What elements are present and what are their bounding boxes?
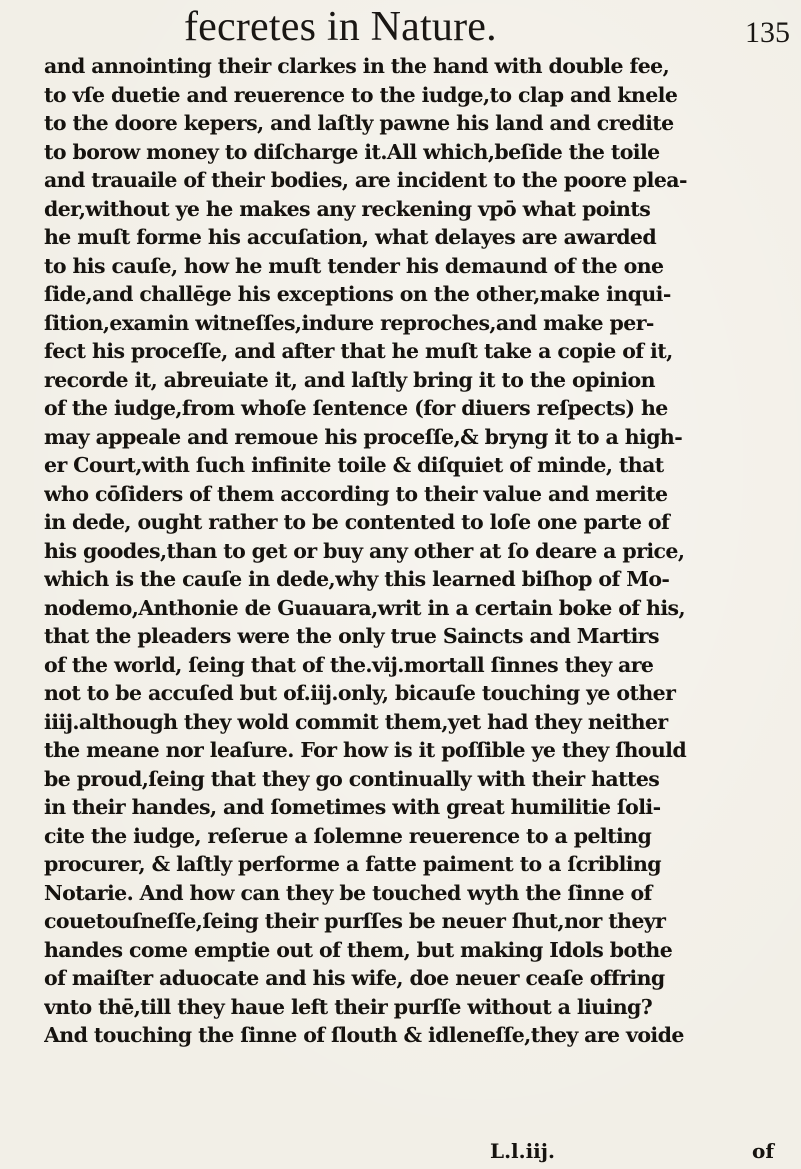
- body-text: [44, 52, 774, 1050]
- catchword: of: [752, 1139, 774, 1163]
- text-line: he muſt forme his accuſation, what delayes are awarded: [44, 225, 657, 249]
- text-line: to his cauſe, how he muſt tender his demaund of the one: [44, 253, 664, 278]
- text-line: vnto thē,till they haue left their purſſe without a liuing?: [44, 994, 653, 1019]
- text-line: to vſe duetie and reuerence to the iudge,to clap and knele: [44, 82, 678, 107]
- text-line: his goodes,than to get or buy any other at ſo deare a price,: [44, 538, 685, 563]
- text-line: and trauaile of their bodies, are incident to the poore plea-: [44, 168, 687, 192]
- text-line: of the iudge,from whoſe ſentence (for diuers reſpects) he: [44, 396, 668, 420]
- text-line: that the pleaders were the only true Saincts and Martirs: [44, 624, 659, 648]
- page-number: 135: [745, 16, 790, 49]
- page-footer: [44, 1137, 774, 1165]
- text-line: cite the iudge, reſerue a ſolemne reuerence to a pelting: [44, 823, 652, 848]
- text-line: which is the cauſe in dede,why this learned biſhop of Mo-: [44, 567, 670, 591]
- text-line: and annointing their clarkes in the hand with double fee,: [44, 54, 670, 78]
- text-line: of maiſter aduocate and his wife, doe neuer ceaſe offring: [44, 966, 665, 990]
- text-line: nodemo,Anthonie de Guauara,writ in a certain boke of his,: [44, 595, 685, 620]
- text-line: couetouſneſſe,ſeing their purſſes be neuer ſhut,nor theyr: [44, 909, 666, 933]
- text-line: in dede, ought rather to be contented to loſe one parte of: [44, 510, 670, 534]
- text-line: not to be accuſed but of.iij.only, bicauſe touching ye other: [44, 681, 676, 705]
- running-title: fecretes in Nature.: [184, 4, 497, 50]
- text-line: ſide,and challēge his exceptions on the other,make inqui-: [44, 282, 671, 306]
- text-line: the meane nor leaſure. For how is it poſſible ye they ſhould: [44, 738, 687, 762]
- text-line: fect his proceſſe, and after that he muſt take a copie of it,: [44, 339, 673, 363]
- running-head: [0, 4, 801, 50]
- text-line: And touching the ſinne of ſlouth & idleneſſe,they are voide: [44, 1023, 684, 1047]
- text-line: iiij.although they wold commit them,yet had they neither: [44, 709, 668, 734]
- text-line: der,without ye he makes any reckening vpō what points: [44, 196, 651, 221]
- text-line: handes come emptie out of them, but making Idols bothe: [44, 937, 673, 962]
- text-line: er Court,with ſuch infinite toile & diſquiet of minde, that: [44, 453, 664, 477]
- text-line: ſition,examin witneſſes,indure reproches,and make per-: [44, 310, 654, 335]
- text-line: Notarie. And how can they be touched wyth the ſinne of: [44, 880, 652, 905]
- text-line: in their handes, and ſometimes with great humilitie ſoli-: [44, 795, 661, 819]
- text-line: may appeale and remoue his proceſſe,& bryng it to a high-: [44, 424, 683, 449]
- text-line: to the doore kepers, and laſtly pawne his land and credite: [44, 111, 674, 135]
- text-line: who cōſiders of them according to their value and merite: [44, 481, 668, 506]
- text-line: of the world, ſeing that of the.vij.mortall ſinnes they are: [44, 652, 654, 677]
- signature-mark: L.l.iij.: [490, 1139, 555, 1163]
- text-line: be proud,ſeing that they go continually with their hattes: [44, 766, 660, 791]
- text-line: to borow money to diſcharge it.All which,beſide the toile: [44, 139, 660, 164]
- text-line: procurer, & laſtly performe a fatte paiment to a ſcribling: [44, 852, 662, 876]
- text-line: recorde it, abreuiate it, and laſtly bring it to the opinion: [44, 367, 655, 392]
